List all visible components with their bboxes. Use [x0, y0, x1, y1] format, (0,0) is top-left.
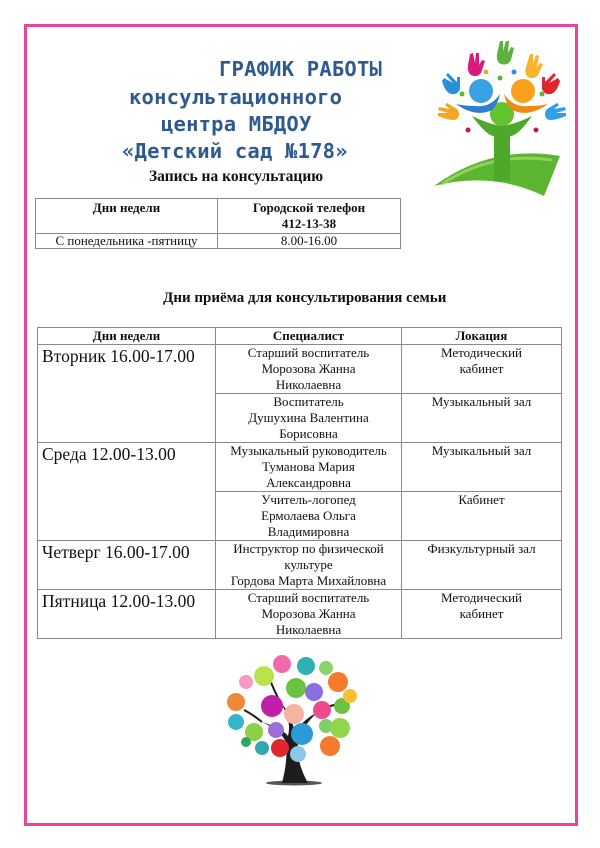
table-row	[38, 443, 562, 492]
specialist-role-cont: культуре	[284, 557, 333, 572]
specialist-patronymic: Владимировна	[267, 524, 350, 539]
specialist-patronymic: Николаевна	[275, 377, 342, 392]
location-cell	[402, 394, 562, 443]
header-days: Дни недели	[38, 328, 216, 345]
location-line: Методический	[441, 590, 522, 605]
title-line-4: «Детский сад №178»	[122, 139, 348, 163]
specialist-role: Старший воспитатель	[247, 590, 370, 605]
location-cell	[402, 541, 562, 590]
specialist-role: Музыкальный руководитель	[230, 443, 387, 458]
hands-family-tree-icon	[432, 36, 572, 196]
specialist-role: Учитель-логопед	[261, 492, 356, 507]
specialist-patronymic: Борисовна	[279, 426, 338, 441]
day-cell: Пятница 12.00-13.00	[38, 590, 216, 639]
location-line: Кабинет	[458, 492, 505, 507]
specialist-cell	[216, 541, 402, 590]
specialist-name: Душухина Валентина	[248, 410, 369, 425]
specialist-name: Ермолаева Ольга	[261, 508, 356, 523]
table-row	[36, 234, 401, 249]
specialist-patronymic: Николаевна	[275, 622, 342, 637]
location-line: Физкультурный зал	[427, 541, 536, 556]
title-line-3: центра МБДОУ	[161, 112, 312, 136]
specialist-cell	[216, 492, 402, 541]
location-cell	[402, 345, 562, 394]
location-cell	[402, 492, 562, 541]
title-line-1: ГРАФИК РАБОТЫ	[219, 57, 383, 81]
reception-title: Дни приёма для консультирования семьи	[163, 290, 447, 306]
specialist-name: Морозова Жанна	[261, 361, 356, 376]
table-row	[38, 590, 562, 639]
booking-table-header	[36, 199, 401, 234]
reception-table	[37, 327, 562, 639]
handprint-tree-icon	[222, 650, 360, 790]
location-line: Музыкальный зал	[431, 394, 532, 409]
header-phone	[218, 199, 401, 234]
booking-table	[35, 198, 401, 249]
specialist-role: Инструктор по физической	[233, 541, 384, 556]
header-specialist: Специалист	[216, 328, 402, 345]
day-cell: Вторник 16.00-17.00	[38, 345, 216, 443]
specialist-name: Туманова Мария	[262, 459, 355, 474]
specialist-name: Гордова Марта Михайловна	[230, 573, 387, 588]
specialist-cell	[216, 590, 402, 639]
location-line: Музыкальный зал	[431, 443, 532, 458]
header-phone-number: 412-13-38	[281, 216, 337, 231]
location-line: кабинет	[459, 606, 504, 621]
location-cell	[402, 443, 562, 492]
header-days: Дни недели	[36, 199, 218, 234]
location-cell	[402, 590, 562, 639]
booking-hours: 8.00-16.00	[218, 234, 401, 249]
header-location: Локация	[402, 328, 562, 345]
location-line: кабинет	[459, 361, 504, 376]
specialist-role: Воспитатель	[273, 394, 344, 409]
day-cell: Среда 12.00-13.00	[38, 443, 216, 541]
table-row	[38, 541, 562, 590]
booking-subtitle: Запись на консультацию	[149, 168, 324, 185]
specialist-role: Старший воспитатель	[247, 345, 370, 360]
location-line: Методический	[441, 345, 522, 360]
specialist-cell	[216, 345, 402, 394]
header-phone-label: Городской телефон	[252, 200, 366, 215]
specialist-name: Морозова Жанна	[261, 606, 356, 621]
booking-days: С понедельника -пятницу	[36, 234, 218, 249]
specialist-patronymic: Александровна	[266, 475, 351, 490]
specialist-cell	[216, 443, 402, 492]
specialist-cell	[216, 394, 402, 443]
reception-table-header	[38, 328, 562, 345]
table-row	[38, 345, 562, 394]
title-line-2: консультационного	[129, 85, 343, 109]
day-cell: Четверг 16.00-17.00	[38, 541, 216, 590]
